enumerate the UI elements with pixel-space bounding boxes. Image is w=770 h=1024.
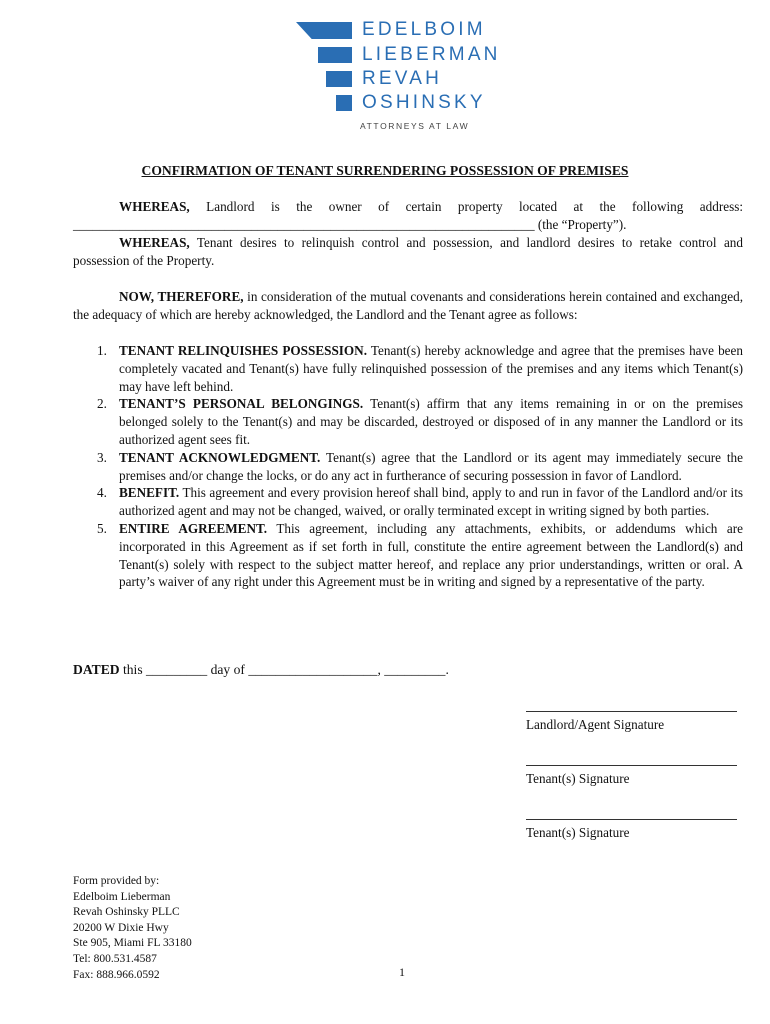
clause-text: Tenant(s) agree that the Landlord or its agent may immediately secure the premises and/or change the locks, or do any act in furtherance of securing possession in favor of Landlord. xyxy=(119,449,743,483)
signature-block-landlord xyxy=(526,711,737,733)
logo-bar-4 xyxy=(336,95,352,111)
signature-label: Tenant(s) Signature xyxy=(526,825,630,840)
now-therefore-text: in consideration of the mutual covenants and considerations herein contained and exchanged, the adequacy of which are hereby acknowledged, the Landlord and the Tenant agree as follows: xyxy=(73,289,743,322)
whereas-lead-1: WHEREAS, xyxy=(119,199,190,214)
footer-line: Ste 905, Miami FL 33180 xyxy=(73,937,192,950)
footer-line: Revah Oshinsky PLLC xyxy=(73,906,180,919)
clause-text: This agreement and every provision hereof shall bind, apply to and run in favor of the Landlord and/or its authorized agent and may not be changed, waived, or orally terminated except in writing signed by both parties. xyxy=(119,485,743,519)
logo-word-2: LIEBERMAN xyxy=(362,44,501,65)
signature-line[interactable] xyxy=(526,819,737,820)
clause-item xyxy=(73,520,743,591)
whereas-paragraph-1 xyxy=(73,198,743,234)
whereas-lead-2: WHEREAS, xyxy=(119,235,190,250)
clause-heading: BENEFIT. xyxy=(119,485,180,501)
clause-text: Tenant(s) hereby acknowledge and agree that the premises have been completely vacated and Tenant(s) have fully relinquished possession of the premises and any items which Tenant(s) may have left behind. xyxy=(119,343,743,394)
footer-contact xyxy=(73,874,192,983)
signature-label: Landlord/Agent Signature xyxy=(526,717,665,732)
logo-word-3: REVAH xyxy=(362,68,443,89)
signature-block-tenant-2 xyxy=(526,819,737,841)
clause-number: 2. xyxy=(97,396,107,412)
clause-item xyxy=(73,449,743,485)
whereas-paragraph-2 xyxy=(73,234,743,270)
clause-heading: TENANT RELINQUISHES POSSESSION. xyxy=(119,343,367,358)
firm-logo xyxy=(296,20,516,132)
logo-bar-2 xyxy=(318,47,352,63)
clause-number: 5. xyxy=(97,520,107,536)
logo-bar-1 xyxy=(296,22,352,39)
signature-line[interactable] xyxy=(526,711,737,712)
logo-word-1: EDELBOIM xyxy=(362,19,486,40)
signature-line[interactable] xyxy=(526,765,737,766)
clause-number: 4. xyxy=(97,485,107,501)
clause-text: This agreement, including any attachments, exhibits, or addendums which are incorporated in this Agreement as if set forth in full, constitute the entire agreement between the Landlord(s) and Tenant(s) solely with respect to the subject matter hereof, and replace any prior understandings, written or oral. A party’s waiver of any right under this Agreement must be in writing and signed by a representative of the party. xyxy=(119,520,743,590)
page-number: 1 xyxy=(399,965,405,979)
clause-heading: ENTIRE AGREEMENT. xyxy=(119,520,268,536)
document-title: CONFIRMATION OF TENANT SURRENDERING POSSESSION OF PREMISES xyxy=(141,163,629,178)
clause-item xyxy=(73,484,743,520)
signature-block-tenant-1 xyxy=(526,765,737,787)
signature-label: Tenant(s) Signature xyxy=(526,771,630,786)
whereas-text-2: Tenant desires to relinquish control and possession, and landlord desires to retake control and possession of the Property. xyxy=(73,235,743,268)
dated-lead: DATED xyxy=(73,662,120,677)
clause-number: 1. xyxy=(97,343,107,358)
clause-heading: TENANT’S PERSONAL BELONGINGS. xyxy=(119,396,364,412)
clause-text: Tenant(s) affirm that any items remaining in or on the premises belonged solely to the Tenant(s) and may be discarded, destroyed or disposed of in any manner the Landlord or its authorized agent sees fit. xyxy=(119,396,743,447)
logo-bar-3 xyxy=(326,71,352,87)
now-therefore-paragraph xyxy=(73,288,743,324)
clause-heading: TENANT ACKNOWLEDGMENT. xyxy=(119,449,321,465)
logo-tagline: ATTORNEYS AT LAW xyxy=(360,121,470,131)
dated-text: this _________ day of ___________________, _________. xyxy=(119,662,449,677)
now-therefore-lead: NOW, THEREFORE, xyxy=(119,289,244,304)
dated-line xyxy=(73,662,449,678)
clause-item xyxy=(73,342,743,395)
footer-line: Form provided by: xyxy=(73,875,160,887)
whereas-text-1: Landlord is the owner of certain property located at the following address: ______________________________________________________________________ (the “Property”). xyxy=(73,199,743,232)
clause-list xyxy=(73,342,743,591)
footer-line: Fax: 888.966.0592 xyxy=(73,968,160,981)
footer-line: Edelboim Lieberman xyxy=(73,890,171,903)
logo-word-4: OSHINSKY xyxy=(362,92,486,113)
clause-item xyxy=(73,395,743,448)
footer-line: 20200 W Dixie Hwy xyxy=(73,921,169,934)
clause-number: 3. xyxy=(97,449,107,465)
footer-line: Tel: 800.531.4587 xyxy=(73,952,157,965)
